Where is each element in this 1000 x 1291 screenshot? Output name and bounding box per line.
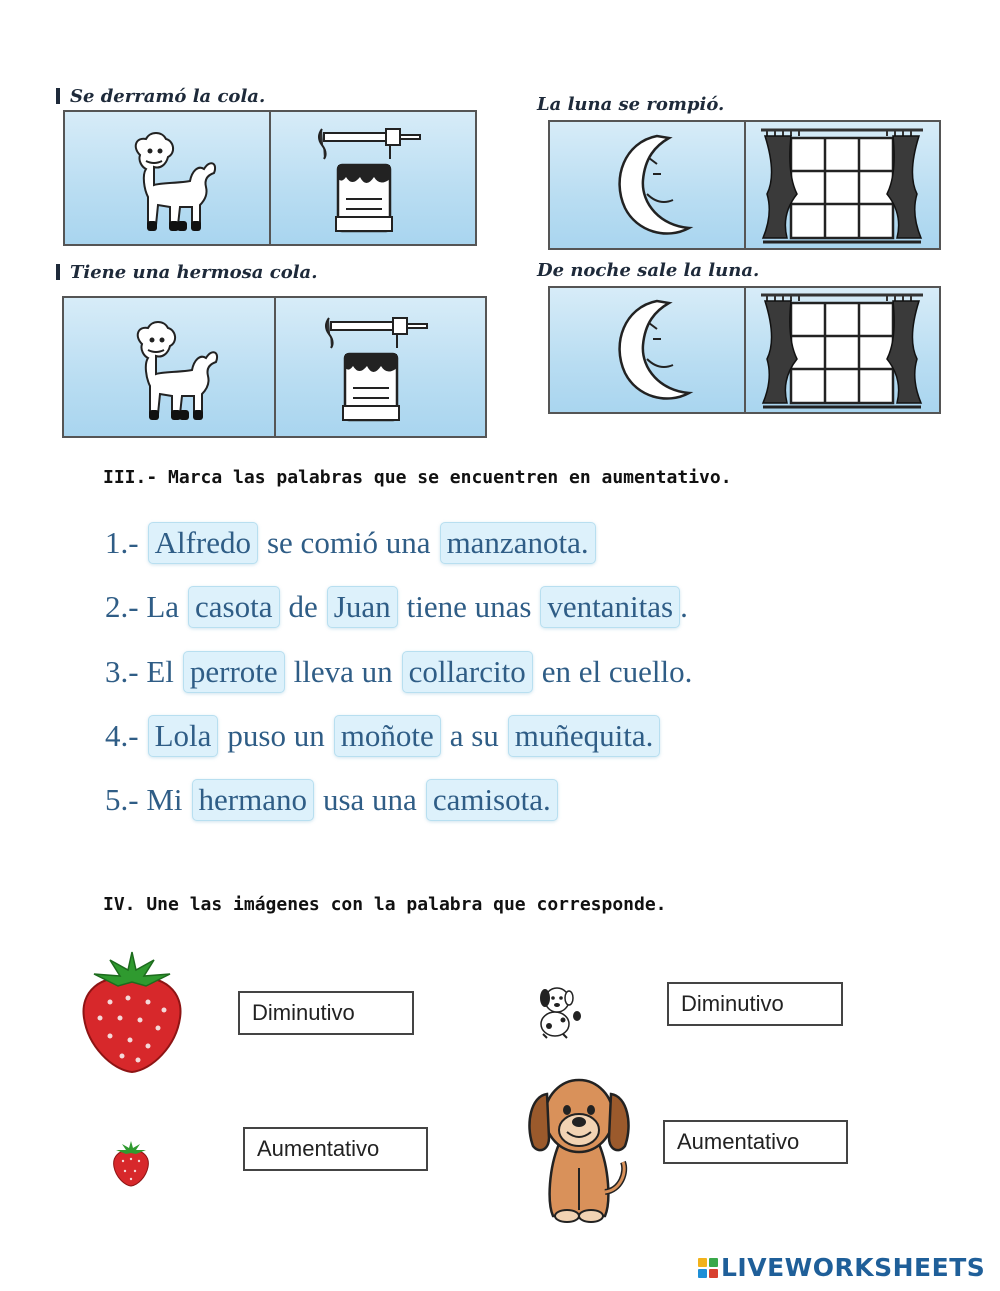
sentence-text: de [288, 589, 318, 624]
sentence-number: 5.- Mi [105, 782, 183, 817]
pair-4-caption: De noche sale la luna. [537, 260, 760, 281]
label-small-strawberry[interactable]: Aumentativo [243, 1127, 428, 1171]
window-icon [757, 289, 927, 411]
window-icon [757, 124, 927, 246]
pair-1-caption: Se derramó la cola. [56, 86, 265, 107]
word-alfredo[interactable]: Alfredo [148, 522, 258, 564]
word-lola[interactable]: Lola [148, 715, 219, 757]
word-perrote[interactable]: perrote [183, 651, 285, 693]
glue-jar-icon [323, 308, 438, 426]
horse-icon [112, 121, 222, 236]
label-big-dog[interactable]: Aumentativo [663, 1120, 848, 1164]
glue-jar-icon [316, 119, 431, 237]
pair-3-option-horse[interactable] [64, 298, 274, 436]
liveworksheets-logo [698, 1253, 985, 1282]
word-collarcito[interactable]: collarcito [402, 651, 533, 693]
pair-4-panel [548, 286, 941, 414]
word-juan[interactable]: Juan [327, 586, 398, 628]
section-3-instruction: III.- Marca las palabras que se encuentren en aumentativo. [103, 467, 732, 488]
logo-squares-icon [698, 1258, 718, 1278]
pair-3-panel [62, 296, 487, 438]
pair-1-option-horse[interactable] [65, 112, 269, 244]
sentence-number: 3.- El [105, 654, 174, 689]
pair-2-option-window[interactable] [744, 122, 940, 248]
sentence-2 [105, 583, 688, 631]
brand-name: LIVEWORKSHEETS [721, 1253, 986, 1282]
pair-3-caption: Tiene una hermosa cola. [56, 262, 317, 283]
word-casota[interactable]: casota [188, 586, 279, 628]
big-dog-icon[interactable] [525, 1072, 633, 1224]
pair-1-option-glue[interactable] [269, 112, 475, 244]
big-strawberry-icon[interactable] [80, 948, 185, 1076]
pair-2-option-moon[interactable] [550, 122, 744, 248]
pair-4-option-moon[interactable] [550, 288, 744, 412]
section-4-instruction: IV. Une las imágenes con la palabra que corresponde. [103, 894, 667, 915]
sentence-5 [105, 776, 567, 824]
sentence-4 [105, 712, 669, 760]
sentence-1 [105, 519, 605, 567]
sentence-text: a su [449, 718, 499, 753]
small-dog-icon[interactable] [533, 980, 583, 1040]
pair-2-caption: La luna se rompió. [537, 94, 725, 115]
horse-icon [114, 310, 224, 425]
sentence-number: 1.- [105, 525, 139, 560]
sentence-text: puso un [227, 718, 325, 753]
word-manzanota[interactable]: manzanota. [440, 522, 596, 564]
sentence-text: tiene unas [406, 589, 532, 624]
word-ventanitas[interactable]: ventanitas [540, 586, 680, 628]
sentence-number: 2.- La [105, 589, 180, 624]
sentence-3 [105, 648, 701, 696]
pair-1-panel [63, 110, 477, 246]
word-hermano[interactable]: hermano [192, 779, 314, 821]
word-monote[interactable]: moñote [334, 715, 441, 757]
sentence-text: en el cuello. [541, 654, 693, 689]
sentence-text: se comió una [266, 525, 431, 560]
label-small-dog[interactable]: Diminutivo [667, 982, 843, 1026]
sentence-text: lleva un [293, 654, 393, 689]
pair-4-option-window[interactable] [744, 288, 940, 412]
sentence-text: usa una [322, 782, 417, 817]
sentence-number: 4.- [105, 718, 139, 753]
small-strawberry-icon[interactable] [111, 1139, 151, 1187]
word-munequita[interactable]: muñequita. [508, 715, 661, 757]
word-camisota[interactable]: camisota. [426, 779, 558, 821]
sentence-text: . [680, 589, 688, 624]
moon-icon [597, 128, 697, 243]
pair-3-option-glue[interactable] [274, 298, 486, 436]
label-big-strawberry[interactable]: Diminutivo [238, 991, 414, 1035]
moon-icon [597, 293, 697, 408]
pair-2-panel [548, 120, 941, 250]
